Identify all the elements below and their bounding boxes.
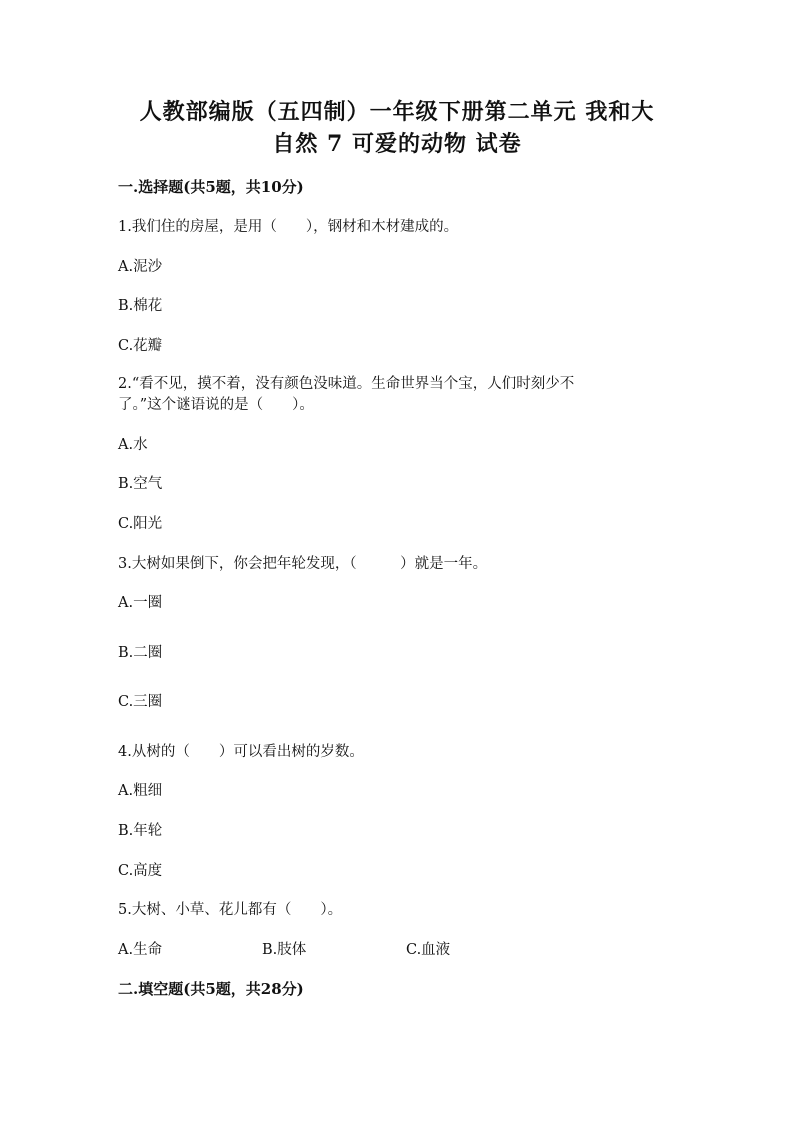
question-3-option-b: B.二圈 xyxy=(118,645,163,661)
question-1-option-c: C.花瓣 xyxy=(118,338,163,354)
page-title-line-1: 人教部编版（五四制）一年级下册第二单元 我和大 xyxy=(139,99,655,125)
question-5-stem: 5.大树、小草、花儿都有（ ）。 xyxy=(118,902,343,918)
question-5-option-c: C.血液 xyxy=(406,942,451,958)
question-5-option-a: A.生命 xyxy=(118,942,163,958)
question-2-stem-line-1: 2.“看不见，摸不着，没有颜色没味道。生命世界当个宝，人们时刻少不 xyxy=(118,376,575,392)
section-heading-fill-blank: 二.填空题(共5题，共28分) xyxy=(118,980,304,998)
question-2-option-a: A.水 xyxy=(118,437,148,453)
question-2-option-c: C.阳光 xyxy=(118,516,163,532)
question-1-stem: 1.我们住的房屋，是用（ ），钢材和木材建成的。 xyxy=(118,219,459,235)
question-4-option-b: B.年轮 xyxy=(118,823,163,839)
question-3-option-c: C.三圈 xyxy=(118,694,163,710)
question-2-stem-line-2: 了。”这个谜语说的是（ ）。 xyxy=(118,397,314,413)
question-4-option-c: C.高度 xyxy=(118,863,163,879)
question-4-option-a: A.粗细 xyxy=(118,783,163,799)
question-5-option-b: B.肢体 xyxy=(262,942,307,958)
question-4-stem: 4.从树的（ ）可以看出树的岁数。 xyxy=(118,744,364,760)
question-3-option-a: A.一圈 xyxy=(118,595,163,611)
question-3-stem: 3.大树如果倒下，你会把年轮发现，（ ）就是一年。 xyxy=(118,556,488,572)
question-2-option-b: B.空气 xyxy=(118,476,163,492)
question-1-option-a: A.泥沙 xyxy=(118,259,163,275)
section-heading-choice: 一.选择题(共5题，共10分) xyxy=(118,178,304,196)
question-1-option-b: B.棉花 xyxy=(118,298,163,314)
page-title-line-2: 自然 7 可爱的动物 试卷 xyxy=(272,131,522,157)
